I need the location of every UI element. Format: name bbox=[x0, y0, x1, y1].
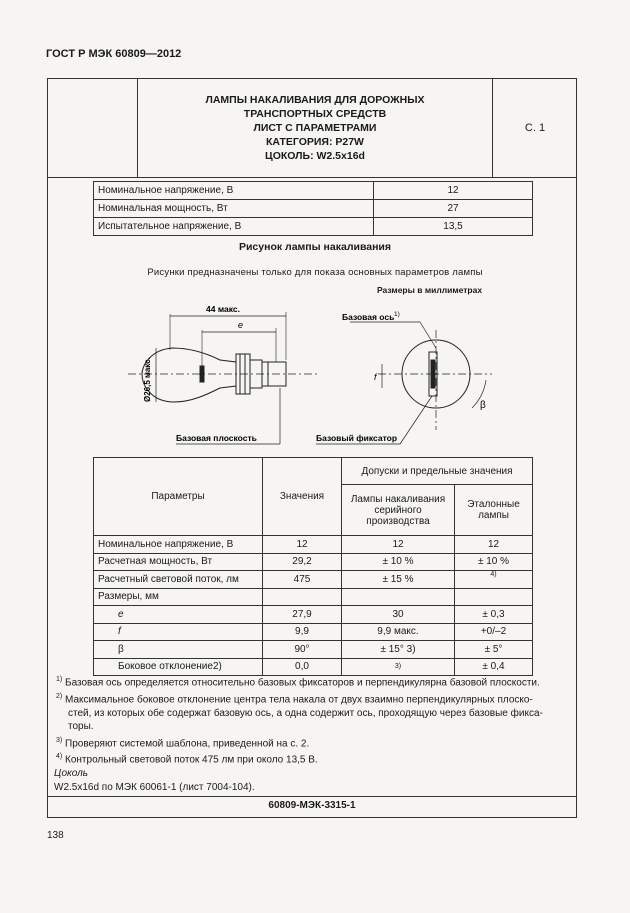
sheet-number: С. 1 bbox=[524, 122, 546, 134]
param-value: 27,9 bbox=[263, 606, 342, 624]
sheet-code: 60809-МЭК-3315-1 bbox=[268, 800, 356, 811]
title-line: ЛАМПЫ НАКАЛИВАНИЯ ДЛЯ ДОРОЖНЫХ bbox=[205, 94, 425, 106]
param-value bbox=[263, 588, 342, 606]
param-serial bbox=[342, 588, 455, 606]
header-left-cell bbox=[47, 78, 138, 178]
param-reference: ± 5° bbox=[455, 641, 533, 659]
figure-note: Рисунки предназначены только для показа основных параметров лампы bbox=[147, 267, 483, 278]
param-name: β bbox=[94, 641, 263, 659]
units-note: Размеры в миллиметрах bbox=[377, 285, 483, 295]
param-value: 475 bbox=[263, 571, 342, 589]
param-name: Боковое отклонение2) bbox=[94, 658, 263, 676]
table-row bbox=[94, 553, 533, 571]
param-name: Номинальное напряжение, В bbox=[94, 536, 263, 554]
lamp-drawing bbox=[120, 290, 520, 450]
param-name: f bbox=[94, 623, 263, 641]
leader-line bbox=[400, 396, 432, 444]
column-header: Лампы накаливания серийного производства bbox=[342, 485, 455, 536]
table-row bbox=[94, 623, 533, 641]
footnote: $^{4)}$ Контрольный световой поток 475 лм при около 13,5 В. bbox=[56, 753, 318, 766]
base-plane-label: Базовая плоскость bbox=[176, 433, 257, 443]
param-reference bbox=[455, 588, 533, 606]
param-value: 9,9 bbox=[263, 623, 342, 641]
leader-line bbox=[420, 322, 436, 348]
title-line: ТРАНСПОРТНЫХ СРЕДСТВ bbox=[243, 108, 387, 120]
table-row bbox=[94, 571, 533, 589]
page-number: 138 bbox=[47, 830, 64, 841]
param-serial: 12 bbox=[342, 536, 455, 554]
param-name: Размеры, мм bbox=[94, 588, 263, 606]
header-divider bbox=[47, 177, 577, 178]
param-value: 29,2 bbox=[263, 553, 342, 571]
rating-value: 12 bbox=[374, 182, 533, 200]
param-value: 12 bbox=[263, 536, 342, 554]
param-serial: ± 10 % bbox=[342, 553, 455, 571]
footnote: стей, из которых обе содержат базовую ось, а одна содержит ось, проходящую через базовые фикса- bbox=[68, 707, 543, 719]
length-label: 44 макс. bbox=[206, 304, 240, 314]
param-name: e bbox=[94, 606, 263, 624]
column-header: Параметры bbox=[94, 458, 263, 536]
rating-label: Номинальное напряжение, В bbox=[94, 182, 374, 200]
base-axis-label: Базовая ось bbox=[342, 312, 395, 322]
table-row bbox=[94, 536, 533, 554]
param-reference: ± 0,4 bbox=[455, 658, 533, 676]
column-header: Допуски и предельные значения bbox=[342, 458, 533, 485]
title-line: ЦОКОЛЬ: W2.5x16d bbox=[265, 150, 365, 162]
figure-title: Рисунок лампы накаливания bbox=[238, 241, 392, 253]
table-row bbox=[94, 182, 533, 200]
table-row bbox=[94, 218, 533, 236]
param-value: 90° bbox=[263, 641, 342, 659]
param-name: Расчетная мощность, Вт bbox=[94, 553, 263, 571]
param-reference: ± 0,3 bbox=[455, 606, 533, 624]
f-label: f bbox=[374, 372, 377, 382]
standard-number: ГОСТ Р МЭК 60809—2012 bbox=[46, 48, 182, 60]
diameter-label: Ø26,5 макс. bbox=[143, 357, 152, 402]
footnote: $^{2)}$ Максимальное боковое отклонение центра тела накала от двух взаимно перпендикулярных плоско- bbox=[56, 692, 533, 706]
table-row bbox=[94, 588, 533, 606]
beta-label: β bbox=[480, 400, 486, 411]
title-line: ЛИСТ С ПАРАМЕТРАМИ bbox=[253, 122, 377, 134]
footer-divider bbox=[47, 796, 577, 797]
cap-text: W2.5x16d по МЭК 60061-1 (лист 7004-104). bbox=[54, 781, 255, 793]
param-reference: 12 bbox=[455, 536, 533, 554]
param-name: Расчетный световой поток, лм bbox=[94, 571, 263, 589]
table-row bbox=[94, 606, 533, 624]
footnote: $^{1)}$ Базовая ось определяется относительно базовых фиксаторов и перпендикулярна базовой плоскости. bbox=[56, 676, 540, 689]
footnotes bbox=[56, 673, 578, 794]
base-axis-footnote: 1) bbox=[394, 311, 400, 318]
param-serial: 3) bbox=[342, 658, 455, 676]
rating-label: Номинальная мощность, Вт bbox=[94, 200, 374, 218]
sheet-title bbox=[138, 78, 493, 178]
table-row bbox=[94, 200, 533, 218]
e-label: e bbox=[238, 320, 244, 330]
title-line: КАТЕГОРИЯ: P27W bbox=[266, 136, 364, 148]
rating-value: 27 bbox=[374, 200, 533, 218]
column-header: Эталонные лампы bbox=[455, 485, 533, 536]
param-value: 0,0 bbox=[263, 658, 342, 676]
param-serial: 30 bbox=[342, 606, 455, 624]
column-header: Значения bbox=[263, 458, 342, 536]
footnote: $^{3)}$ Проверяют системой шаблона, приведенной на с. 2. bbox=[56, 736, 310, 749]
rating-value: 13,5 bbox=[374, 218, 533, 236]
ratings-table bbox=[93, 181, 533, 236]
footnote: торы. bbox=[68, 721, 94, 733]
param-reference: 4) bbox=[455, 571, 533, 589]
param-serial: 9,9 макс. bbox=[342, 623, 455, 641]
param-serial: ± 15° 3) bbox=[342, 641, 455, 659]
rating-label: Испытательное напряжение, В bbox=[94, 218, 374, 236]
parameters-table bbox=[93, 457, 533, 676]
table-row bbox=[94, 641, 533, 659]
table-header-row bbox=[94, 458, 533, 485]
base-pin-label: Базовый фиксатор bbox=[316, 433, 398, 443]
param-reference: +0/–2 bbox=[455, 623, 533, 641]
cap-heading: Цоколь bbox=[54, 768, 89, 780]
param-serial: ± 15 % bbox=[342, 571, 455, 589]
param-reference: ± 10 % bbox=[455, 553, 533, 571]
